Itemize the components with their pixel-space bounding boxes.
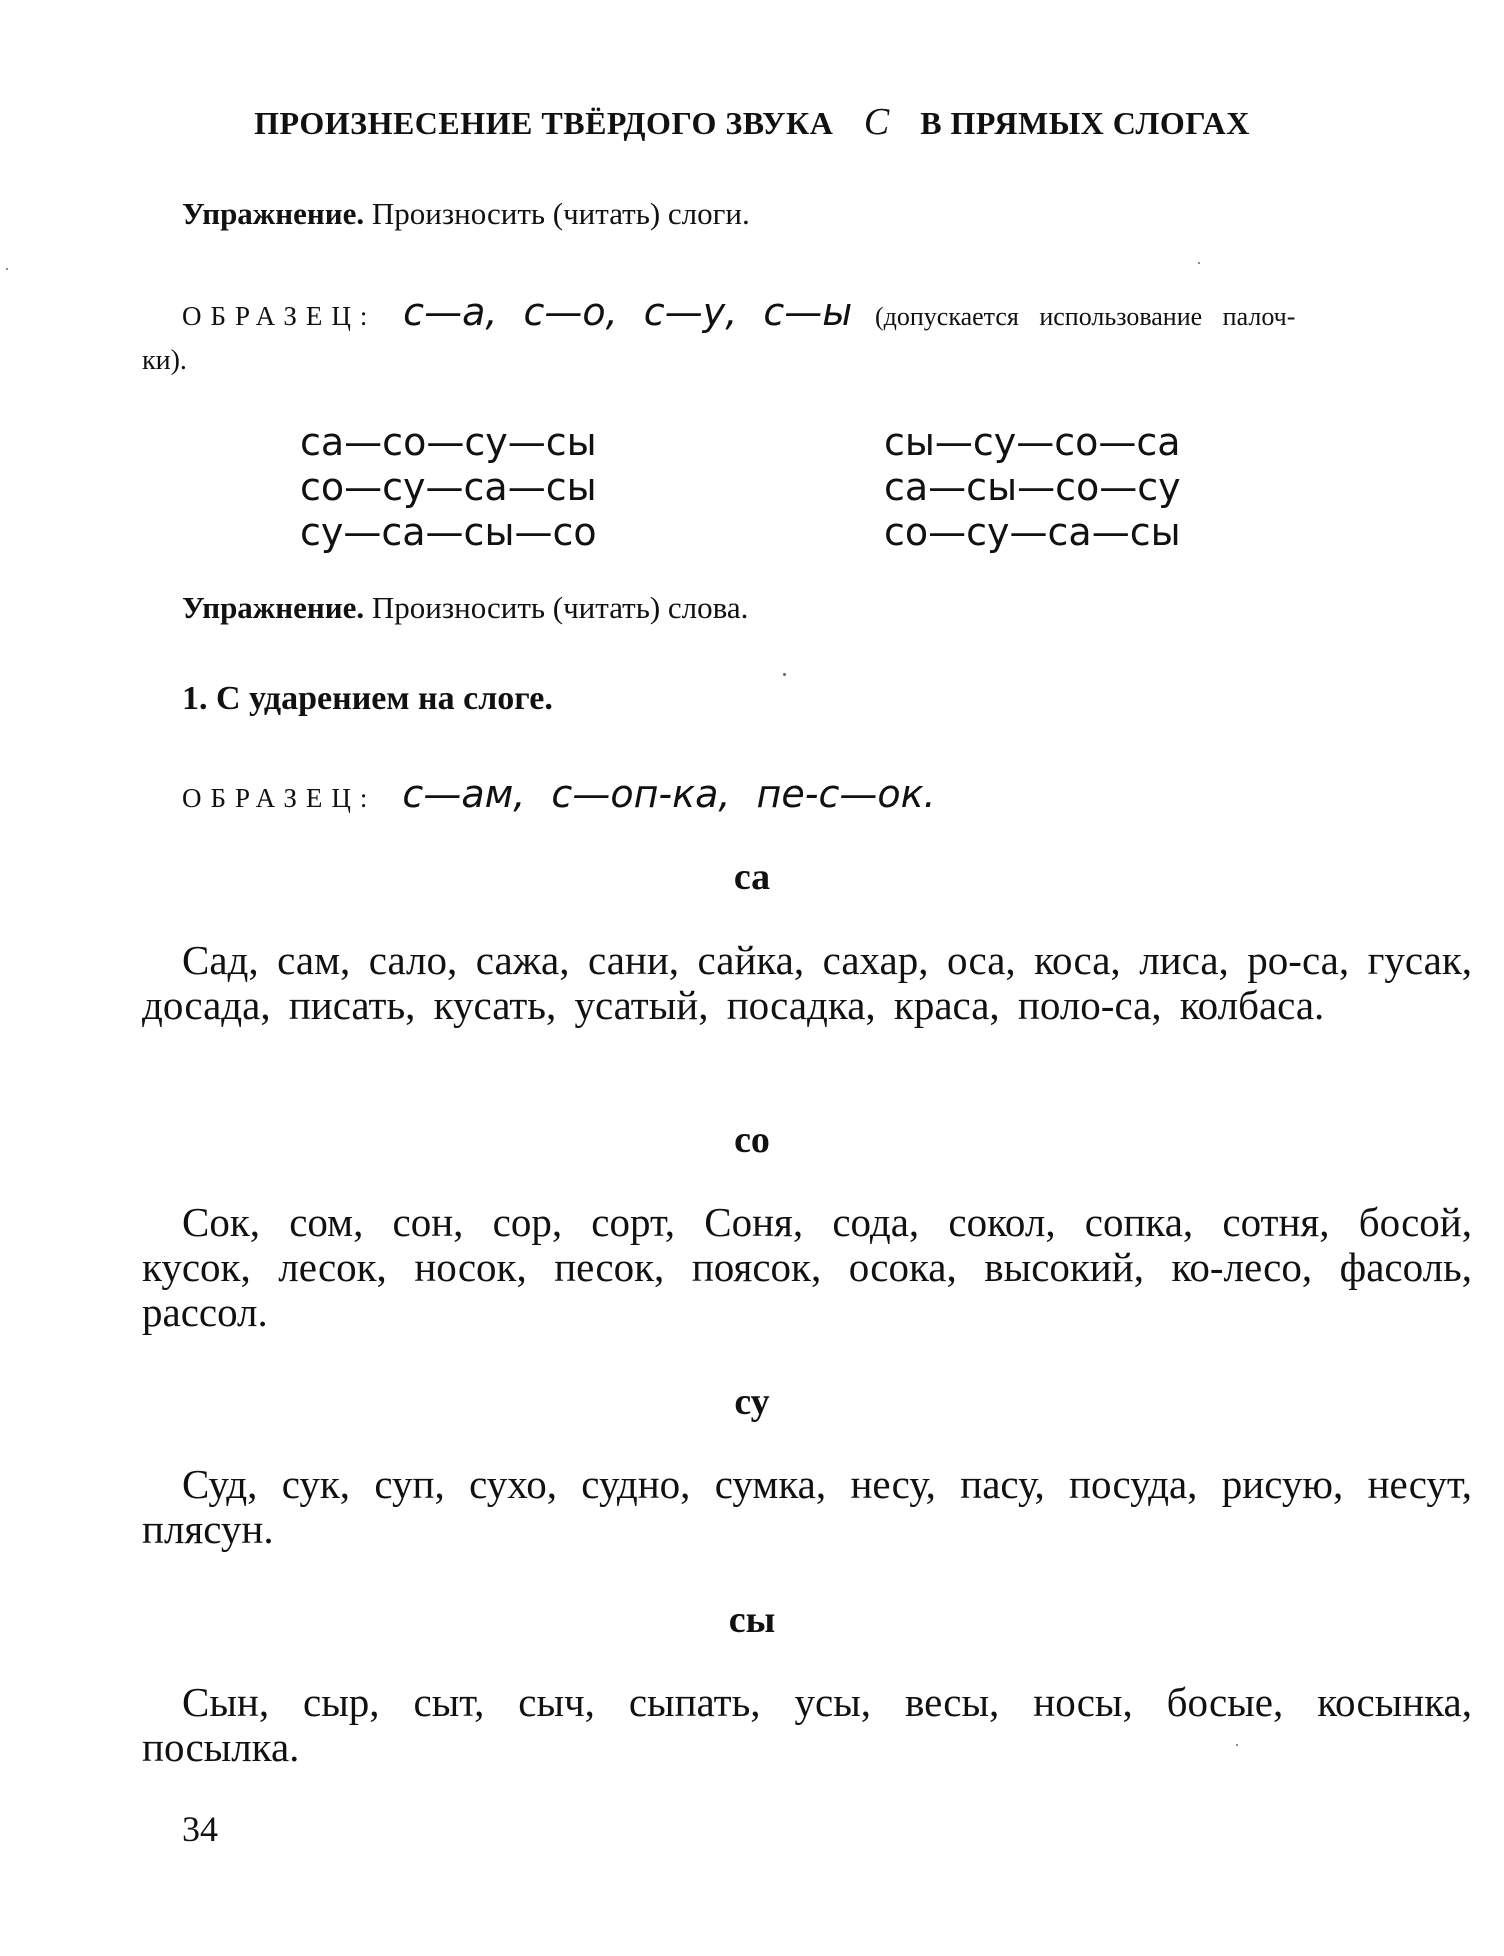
syllable-row: сы—су—со—са: [884, 420, 1181, 464]
sample-1-text: с—а, с—о, с—у, с—ы: [403, 290, 853, 334]
exercise-1: [182, 196, 750, 232]
scan-speck: [1198, 262, 1200, 264]
sample-2: [182, 772, 936, 816]
section-paragraph: Сад, сам, сало, сажа, сани, сайка, сахар, оса, коса, лиса, ро-са, гусак, досада, писать, кусать, усатый, посадка, краса, поло-са, колбаса.: [142, 937, 1472, 1028]
section-heading: са: [733, 856, 771, 898]
sample-1-note: (допускается использование палоч-: [875, 302, 1296, 331]
syllables-left-column: [300, 420, 597, 555]
syllable-row: со—су—са—сы: [300, 465, 597, 509]
title-letter: С: [863, 101, 890, 143]
sample-1-note-continuation: ки).: [142, 345, 187, 376]
section-heading: сы: [728, 1599, 776, 1641]
section-paragraph: Сок, сом, сон, сор, сорт, Соня, сода, сокол, сопка, сотня, босой, кусок, лесок, носок, песок, поясок, осока, высокий, ко-лесо, фасоль, рассол.: [142, 1199, 1472, 1335]
exercise-2-label: Упражнение.: [182, 590, 365, 625]
sample-1-label: ОБРАЗЕЦ:: [182, 301, 377, 331]
section-heading: со: [734, 1119, 770, 1161]
scan-speck: [783, 673, 786, 676]
title-after: В ПРЯМЫХ СЛОГАХ: [920, 105, 1250, 141]
exercise-2-text: Произносить (читать) слова.: [371, 590, 749, 625]
sample-2-label: ОБРАЗЕЦ:: [182, 783, 377, 813]
numbered-heading: 1. С ударением на слоге.: [182, 680, 553, 717]
syllables-right-column: [884, 420, 1181, 555]
scan-speck: [1236, 1744, 1238, 1746]
section-heading: су: [734, 1381, 770, 1423]
section-paragraph: Суд, сук, суп, сухо, судно, сумка, несу, пасу, посуда, рисую, несут, плясун.: [142, 1461, 1472, 1552]
syllable-row: со—су—са—сы: [884, 510, 1181, 554]
section-paragraph: Сын, сыр, сыт, сыч, сыпать, усы, весы, носы, босые, косынка, посылка.: [142, 1679, 1472, 1770]
page-number: 34: [182, 1809, 218, 1849]
exercise-1-text: Произносить (читать) слоги.: [371, 196, 750, 231]
sample-2-text: с—ам, с—оп-ка, пе-с—ок.: [402, 772, 936, 816]
exercise-2: [182, 590, 748, 626]
scan-speck: [6, 268, 8, 270]
exercise-1-label: Упражнение.: [182, 196, 365, 231]
syllable-row: су—са—сы—со: [300, 510, 597, 554]
syllable-row: са—со—су—сы: [300, 420, 597, 464]
page-title: [0, 100, 1504, 144]
title-before: ПРОИЗНЕСЕНИЕ ТВЁРДОГО ЗВУКА: [254, 105, 834, 141]
sample-1: [182, 290, 1472, 334]
syllable-row: са—сы—со—су: [884, 465, 1181, 509]
